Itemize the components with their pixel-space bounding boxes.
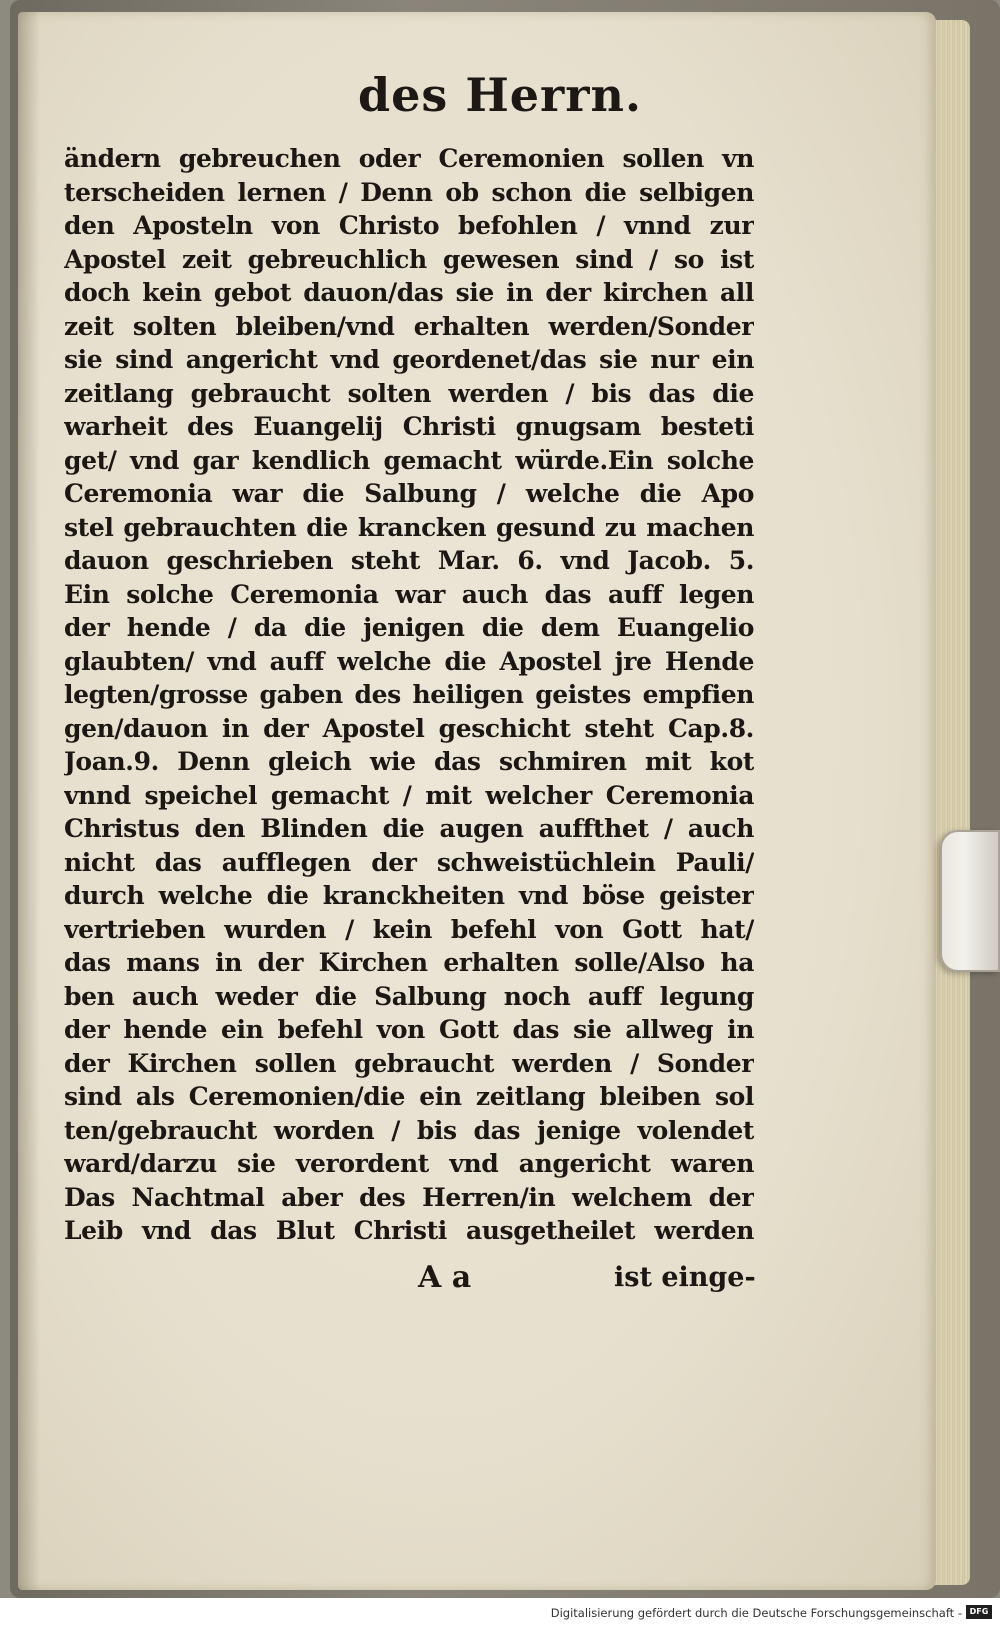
text-line: der hende / da die jenigen die dem Euangelio bbox=[64, 613, 754, 642]
text-line: gen/dauon in der Apostel geschicht steht Cap.8. bbox=[64, 713, 754, 743]
text-line: warheit des Euangelij Christi gnugsam besteti bbox=[64, 412, 754, 441]
footer-bar bbox=[0, 1598, 1000, 1626]
text-line: Das Nachtmal aber des Herren/in welchem der bbox=[64, 1182, 754, 1212]
dfg-logo: DFG bbox=[966, 1605, 992, 1619]
text-line: ward/darzu sie verordent vnd angericht waren bbox=[64, 1149, 754, 1178]
text-line: durch welche die kranckheiten vnd böse geister bbox=[64, 881, 754, 910]
text-line: legten/grosse gaben des heiligen geistes empfien bbox=[64, 680, 754, 709]
funding-credit: Digitalisierung gefördert durch die Deutsche Forschungsgemeinschaft - bbox=[550, 1606, 962, 1620]
text-line: vnnd speichel gemacht / mit welcher Ceremonia bbox=[64, 780, 754, 810]
text-line: Christus den Blinden die augen auffthet / auch bbox=[64, 814, 754, 843]
text-line: nicht das aufflegen der schweistüchlein Pauli/ bbox=[64, 847, 754, 877]
text-line: Ein solche Ceremonia war auch das auff legen bbox=[64, 579, 754, 609]
text-line: glaubten/ vnd auff welche die Apostel jre Hende bbox=[64, 646, 754, 676]
text-line: den Aposteln von Christo befohlen / vnnd zur bbox=[64, 211, 754, 240]
running-head: des Herrn. bbox=[357, 68, 642, 122]
signature-mark: A a bbox=[418, 1260, 472, 1295]
text-line: get/ vnd gar kendlich gemacht würde.Ein solche bbox=[64, 445, 754, 475]
gutter-shadow bbox=[18, 12, 40, 1590]
text-line: ten/gebraucht worden / bis das jenige volendet bbox=[64, 1115, 754, 1145]
text-line: sind als Ceremonien/die ein zeitlang bleiben sol bbox=[64, 1082, 754, 1111]
text-line: Joan.9. Denn gleich wie das schmiren mit kot bbox=[64, 747, 754, 776]
text-line: stel gebrauchten die krancken gesund zu machen bbox=[64, 512, 754, 542]
book-clasp bbox=[940, 830, 1000, 972]
text-line: zeitlang gebraucht solten werden / bis das die bbox=[64, 378, 754, 408]
text-line: der Kirchen sollen gebraucht werden / Sonder bbox=[64, 1048, 754, 1078]
catchword: ist einge- bbox=[614, 1262, 756, 1293]
text-line: das mans in der Kirchen erhalten solle/Also ha bbox=[64, 948, 754, 977]
text-line: Ceremonia war die Salbung / welche die Apo bbox=[64, 479, 754, 508]
text-line: dauon geschrieben steht Mar. 6. vnd Jacob. 5. bbox=[64, 546, 754, 575]
text-line: Leib vnd das Blut Christi ausgetheilet werden bbox=[64, 1216, 754, 1245]
text-line: zeit solten bleiben/vnd erhalten werden/Sonder bbox=[64, 311, 754, 341]
text-line: der hende ein befehl von Gott das sie allweg in bbox=[64, 1015, 754, 1044]
text-line: ben auch weder die Salbung noch auff legung bbox=[64, 981, 754, 1011]
text-line: sie sind angericht vnd geordenet/das sie nur ein bbox=[64, 345, 754, 374]
text-line: ändern gebreuchen oder Ceremonien sollen vn bbox=[64, 144, 754, 173]
text-line: Apostel zeit gebreuchlich gewesen sind / so ist bbox=[64, 244, 754, 274]
text-line: terscheiden lernen / Denn ob schon die selbigen bbox=[64, 177, 754, 207]
text-line: vertrieben wurden / kein befehl von Gott hat/ bbox=[64, 914, 754, 944]
text-line: doch kein gebot dauon/das sie in der kirchen all bbox=[64, 278, 754, 307]
body-text bbox=[64, 142, 754, 1248]
